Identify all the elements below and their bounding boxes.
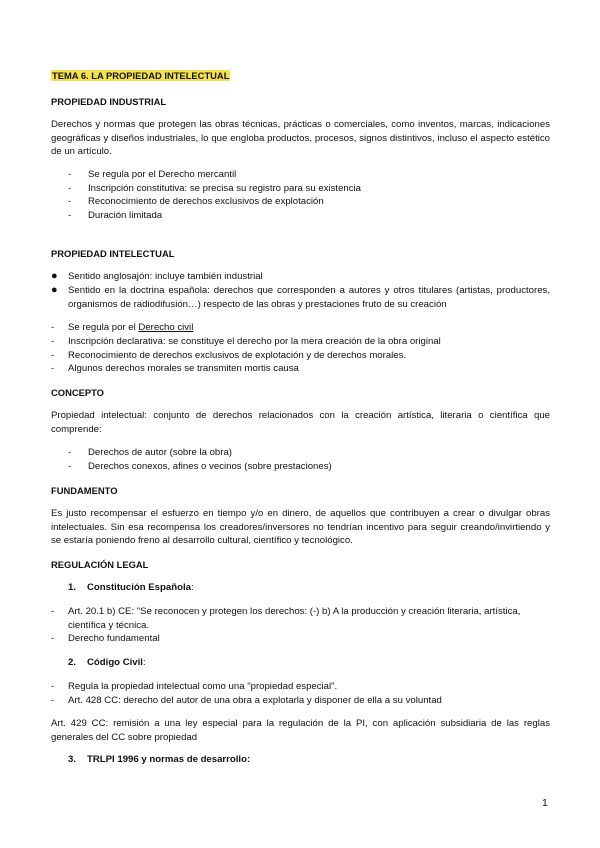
heading-fundamento: FUNDAMENTO <box>51 485 118 496</box>
heading-propiedad-intelectual: PROPIEDAD INTELECTUAL <box>51 248 175 259</box>
paragraph-industrial: Derechos y normas que protegen las obras técnicas, prácticas o comerciales, como inventos, marcas, indicaciones geográficas y diseños industriales, lo que engloba productos, procesos, signos distintivos, incluso el aspecto estético de un artículo. <box>51 119 550 158</box>
document-page: TEMA 6. LA PROPIEDAD INTELECTUAL PROPIEDAD INDUSTRIAL Derechos y normas que protegen las obras técnicas, prácticas o comerciales, como inventos, marcas, indicaciones geográficas y diseños industriales, lo que engloba productos, procesos, signos distintivos, incluso el aspecto estético de un artículo. - Se regula por el Derecho mercantil - Inscripción constitutiva: se precisa su registro para su existencia - Reconocimiento de derechos exclusivos de explotación - Duración limitada PROPIEDAD INTELECTUAL ● Sentido anglosajón: incluye también industrial ● Sentido en la doctrina española: derechos que corresponden a autores y otros titulares (artistas, productores, organismos de radiodifusión…) respecto de las obras y prestaciones fruto de su creación - Se regula por el Derecho civil - Inscripción declarativa: se constituye el derecho por la mera creación de la obra original - Reconocimiento de derechos exclusivos de explotación y de derechos morales. - Algunos derechos morales se transmiten mortis causa CONCEPTO Propiedad intelectual: conjunto de derechos relacionados con la creación artística, literaria o científica que comprende: - Derechos de autor (sobre la obra) - Derechos conexos, afines o vecinos (sobre prestaciones) FUNDAMENTO Es justo recompensar el esfuerzo en tiempo y/o en dinero, de aquellos que contribuyen a crear o divulgar obras intelectuales. Sin esa recompensa los creadores/inversores no tendrían incentivo para seguir creando/invirtiendo y se estaría poniendo freno al desarrollo cultural, científico y tecnológico. REGULACIÓN LEGAL 1. Constitución Española: - Art. 20.1 b) CE: "Se reconocen y protegen los derechos: (-) b) A la producción y creación literaria, artística, científica y técnica. - Derecho fundamental 2. Código Civil: - Regula la propiedad intelectual como una "propiedad especial". - Art. 428 CC: derecho del autor de una obra a explotarla y disponer de ella a su voluntad Art. 429 CC: remisión a una ley especial para la regulación de la PI, con aplicación subsidiaria de las reglas generales del CC sobre propiedad 3. TRLPI 1996 y normas de desarrollo: 1 <box>0 0 600 848</box>
bullet-item: ● Sentido en la doctrina española: derechos que corresponden a autores y otros titulares (artistas, productores, organismos de radiodifusión…) respecto de las obras y prestaciones fruto de su creación <box>51 284 550 310</box>
document-title: TEMA 6. LA PROPIEDAD INTELECTUAL <box>52 70 230 81</box>
page-number: 1 <box>542 797 548 809</box>
derecho-civil-link[interactable]: Derecho civil <box>138 322 194 333</box>
list-item: - Art. 20.1 b) CE: "Se reconocen y protegen los derechos: (-) b) A la producción y creación literaria, artística, científica y técnica. <box>51 606 521 631</box>
paragraph-concepto: Propiedad intelectual: conjunto de derechos relacionados con la creación artística, literaria o científica que comprende: <box>51 410 550 435</box>
heading-regulacion-legal: REGULACIÓN LEGAL <box>51 559 149 570</box>
heading-concepto: CONCEPTO <box>51 387 104 398</box>
heading-propiedad-industrial: PROPIEDAD INDUSTRIAL <box>51 96 167 107</box>
paragraph-art-429: Art. 429 CC: remisión a una ley especial para la regulación de la PI, con aplicación subsidiaria de las reglas generales del CC sobre propiedad <box>51 718 550 743</box>
paragraph-fundamento: Es justo recompensar el esfuerzo en tiempo y/o en dinero, de aquellos que contribuyen a crear o divulgar obras intelectuales. Sin esa recompensa los creadores/inversores no tendrían incentivo para seguir creando/invirtiendo y se estaría poniendo freno al desarrollo cultural, científico y tecnológico. <box>51 508 550 547</box>
